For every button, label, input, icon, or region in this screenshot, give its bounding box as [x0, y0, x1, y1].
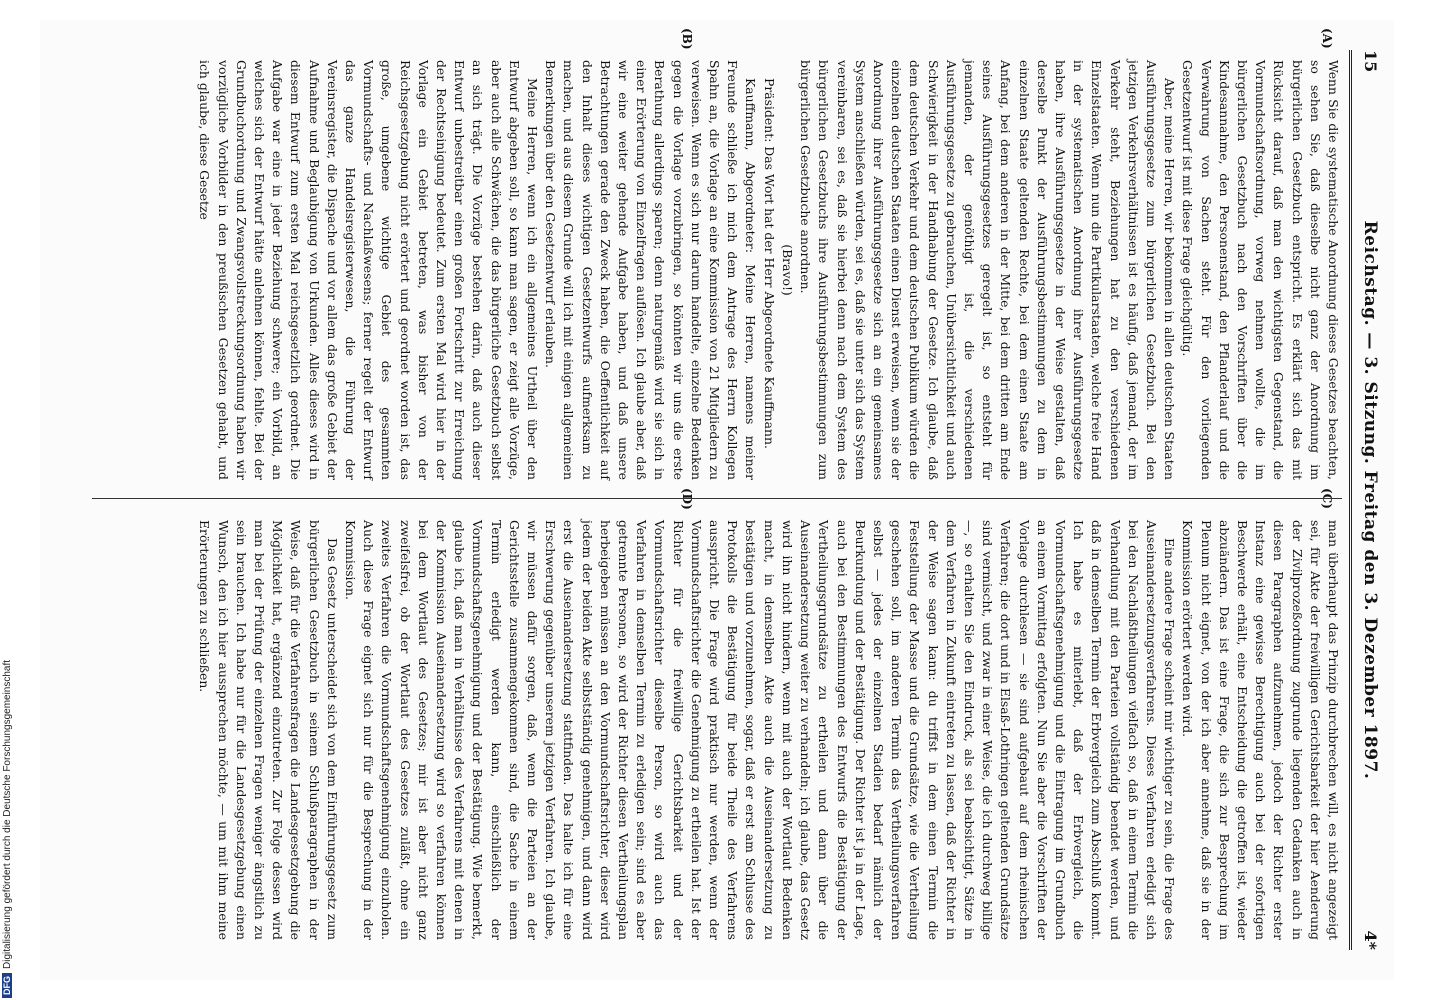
paragraph: Aber, meine Herren, wir bekommen in allen deutschen Staaten Ausführungsgesetze zum bürgerlichen Gesetzbuch. Bei den jetzigen Verkehrsverhältnissen ist es häufig, daß jemand, der im Verkehr steht, Beziehungen hat zu den verschiedenen Einzelstaaten. Wenn nun die Partikularstaaten, welche freie Hand in der systematischen Anordnung ihrer Ausführungsgesetze haben, ihre Ausführungsgesetze in der Weise gestalten, daß derselbe Punkt der Ausführungsbestimmungen zu dem in einzelnen Staate geltenden Rechte, bei dem einen Staate am Anfang, bei dem anderen in der Mitte, bei dem dritten am Ende seines Ausführungsgesetzes geregelt ist, so entsteht für jemanden, der genöthigt ist, die verschiedenen Ausführungsgesetze zu gebrauchen, Unübersichtlichkeit und auch Schwierigkeit in der Handhabung der Gesetze. Ich glaube, daß dem deutschen Verkehr und dem deutschen Publikum würden die einzelnen deutschen Staaten einen Dienst erweisen, wenn sie der Anordnung ihrer Ausführungsgesetze sich an ein gemeinsames System anschließen würden, sei es, daß sie unter sich das System vereinbaren, sei es, daß sie hierbei denn nach dem System des bürgerlichen Gesetzbuchs ihre Ausführungsbestimmungen zum bürgerlichen Gesetzbuche anordnen. [798, 60, 1178, 480]
paragraph: man überhaupt das Prinzip durchbrechen will, es nicht angezeigt sei, für Akte der freiwilligen Gerichtsbarkeit der hier Aenderung der Zivilprozeßordnung zugrunde liegenden Gedanken auch in diesen Paragraphen aufzunehmen, jedoch der Richter erster Instanz eine gewisse Berechtigung auch bei der sofortigen Beschwerde erhält, eine Entscheidung die getroffen ist, wieder abzuändern. Das ist eine Frage, die sich zur Besprechung im Plenum nicht eignet, von der ich aber annehme, daß sie in der Kommission erörtert werden wird. [1180, 520, 1341, 940]
column-divider [92, 498, 1342, 499]
marker-d: (D) [680, 488, 694, 510]
credit-text: Digitalisierung gefördert durch die Deutsche Forschungsgemeinschaft [2, 659, 13, 969]
paragraph: Eine andere Frage scheint mir wichtiger zu sein, die Frage des Auseinandersetzungsverfahrens. Dieses Verfahren erledigt sich bei den Nachlaßtheilungen vielfach so, daß in einem Termin die Verhandlung mit den Parteien vollständig beendet werden, und daß in demselben Termin der Erbvergleich zum Abschluß kommt. Ich habe es miterlebt, daß der Erbvergleich, die Vormundschaftsgenehmigung und die Eintragung im Grundbuch an einem Vormittag erfolgten. Nun Sie aber die Vorschriften der Vorlage durchlesen — sie sind aufgebaut auf dem rheinischen Verfahren; die dort und in Elsaß-Lothringen geltenden Grundsätze sind vermischt, und zwar in einer Weise, die ich durchweg billige —, so erhalten Sie den Eindruck, als sei beabsichtigt, Sätze in dem Verfahren in Zukunft eintreten zu lassen, daß der Richter in der Weise sagen kann: du triffst in dem einen Termin die Feststellung der Masse und die Grundsätze, wie die Vertheilung geschehen soll, im anderen Termin das Vertheilungsverfahren selbst — jedes der einzelnen Stadien bedarf nämlich der Beurkundung und der Bestätigung. Der Richter ist ja in der Lage, auch bei den Bestimmungen des Entwurfs die Bestätigung der Vertheilungsgrundsätze zu ertheilen und dann über die Auseinandersetzung weiter zu verhandeln; ich glaube, das Gesetz wird ihn nicht hindern, wenn mit auch der Wortlaut Bedenken macht, in demselben Akte auch die Auseinandersetzung zu bestätigen und vorzunehmen, sogar, daß er erst am Schlusse des Protokolls die Bestätigung für beide Theile des Verfahrens ausspricht. Die Frage wird praktisch nur werden, wenn der Vormundschaftsrichter die Genehmigung zu ertheilen hat. Ist der Richter für die freiwillige Gerichtsbarkeit und der Vormundschaftsrichter dieselbe Person, so wird auch das Verfahren in demselben Termin zu erledigen sein; sind es aber getrennte Personen, so wird der Richter diesen Vertheilungsplan herbeigeben müssen an den Vormundschaftsrichter, dieser wird jedem der beiden Akte selbstständig genehmigen, und dann wird erst die Auseinandersetzung stattfinden. Das halte ich für eine Erschwerung gegenüber unserem jetzigen Verfahren. Ich glaube, wir müssen dafür sorgen, daß, wenn die Parteien an der Gerichtsstelle zusammengekommen sind, die Sache in einem Termin erledigt werden kann, einschließlich der Vormundschaftsgenehmigung und der Bestätigung. Wie bemerkt, glaube ich, daß man in Verhältnisse des Verfahrens mit denen in der Kommission Auseinandersetzung wird so verfahren können bei dem Wortlaut des Gesetzes; mir ist aber nicht ganz zweifelsfrei, ob der Wortlaut des Gesetzes zuläßt, ohne ein zweites Verfahren die Vormundschaftsgenehmigung einzuholen. Auch diese Frage eignet sich nur für die Besprechung in der Kommission. [343, 520, 1178, 940]
page-header [1349, 50, 1386, 950]
marker-b: (B) [680, 28, 694, 50]
page-number: 15 [1361, 50, 1380, 73]
marker-c: (C) [1320, 488, 1334, 509]
paragraph: Wenn Sie die systematische Anordnung dieses Gesetzes beachten, so sehen Sie, daß dieselbe nicht ganz der Anordnung im bürgerlichen Gesetzbuch entspricht. Es erklärt sich das mit Rücksicht darauf, daß man den wichtigsten Gegenstand, die Vormundschaftsordnung, vorweg nehmen wollte, die im bürgerlichen Gesetzbuch nach den Vorschriften über die Kindesannahme, den Personenstand, den Pflanderlauf und die Verwahrung von Sachen steht. Für den vorliegenden Gesetzentwurf ist mit diese Frage gleichgültig. [1180, 60, 1341, 480]
running-title: Reichstag. — 3. Sitzung. Freitag den 3. Dezember 1897. [1360, 220, 1380, 780]
paragraph: Kauffmann, Abgeordneter: Meine Herren, namens meiner Freunde schließe ich mich dem Antrage des Herrn Kollegen Spahn an, die Vorlage an eine Kommission von 21 Mitgliedern zu verweisen. Wenn es sich nur darum handelte, einzelne Bedenken gegen die Vorlage vorzubringen, so könnten wir uns die erste Berathung allerdings sparen; denn naturgemäß wird sie sich in einer Erörterung von Einzelfragen auflösen. Ich glaube aber, daß wir eine weiter gehende Aufgabe haben, und daß unsere Betrachtungen gerade den Zweck haben, die Oeffentlichkeit auf den Inhalt dieses wichtigen Gesetzentwurfs aufmerksam zu machen, und aus diesem Grunde will ich mit einigen allgemeinen Bemerkungen über den Gesetzentwurf erlauben. [543, 60, 759, 480]
paragraph: Das Gesetz unterscheidet sich von dem Einführungsgesetz zum bürgerlichen Gesetzbuch in seinem Schlußparagraphen in der Weise, daß für die Verfahrensfragen die Landesgesetzgebung die Möglichkeit hat, ergänzend einzutreten. Zur Folge dessen wird man bei der Prüfung der einzelnen Fragen weniger ängstlich zu sein brauchen. Ich habe nur für die Landesgesetzgebung einen Wunsch, den ich hier aussprechen möchte, — um mit ihm meine Erörterungen zu schließen. [197, 520, 340, 940]
document-page [40, 20, 1394, 980]
marker-a: (A) [1320, 28, 1334, 49]
dfg-logo: DFG [2, 973, 12, 998]
column-first [92, 60, 1342, 480]
applause-note: (Bravo!) [779, 244, 795, 296]
column-second [92, 520, 1342, 940]
signature-mark: 4* [1361, 930, 1380, 950]
paragraph: Meine Herren, wenn ich ein allgemeines Urtheil über den Entwurf abgeben soll, so kann man sagen, er zeigt alle Vorzüge, aber auch alle Schwächen, die das bürgerliche Gesetzbuch selbst an sich trägt. Die Vorzüge bestehen darin, daß auch dieser Entwurf unbestreitbar einen großen Fortschritt zur Erreichung der Rechtseinigung bedeutet. Zum ersten Mal wird hier in der Vorlage ein Gebiet betreten, was bisher von der Reichsgesetzgebung nicht erörtert und geordnet worden ist, das große, umgebene wichtige Gebiet des gesammten Vormundschafts- und Nachlaßwesens; ferner regelt der Entwurf das ganze Handelsregisterwesen, die Führung der Vereinsregister, die Dispache und vor allem das große Gebiet der Aufnahme und Beglaubigung von Urkunden. Alles dieses wird in diesem Entwurf zum ersten Mal reichsgesetzlich geordnet. Die Aufgabe war eine in jeder Beziehung schwere; ein Vorbild, an welches sich der Entwurf hätte anlehnen können, fehlte. Bei der Grundbuchordnung und Zwangsvollstreckungsordnung haben wir vorzügliche Vorbilder in den preußischen Gesetzen gehabt, und ich glaube, diese Gesetze [197, 60, 541, 480]
speaker-announcement: Präsident: Das Wort hat der Herr Abgeordnete Kauffmann. [761, 78, 777, 449]
digitization-credit [0, 600, 20, 1000]
